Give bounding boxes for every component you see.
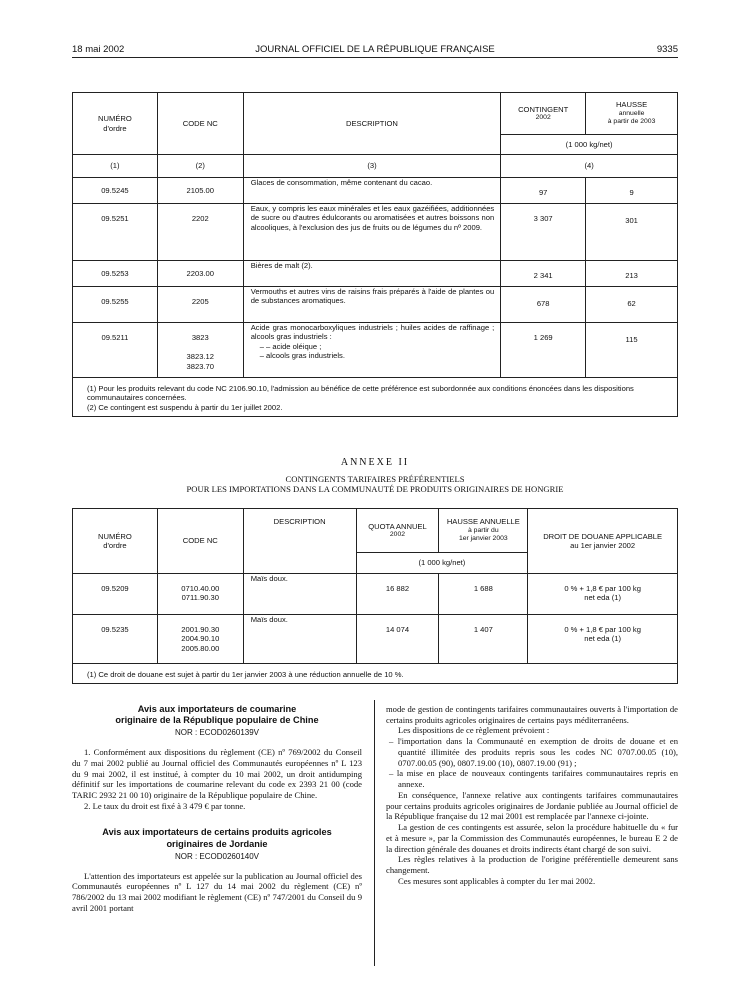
tariff-table-1 bbox=[72, 92, 678, 417]
t1-header-num: NUMÉRO d'ordre bbox=[73, 93, 158, 155]
t1-colnum-2: (2) bbox=[157, 155, 243, 178]
right-column bbox=[386, 704, 678, 886]
right-paragraph-1: mode de gestion de contingents tarifaires communautaires ouverts à l'importation de certains produits agricoles originaires de certains pays méditerranéens. bbox=[386, 704, 678, 725]
notice-1-nor: NOR : ECOD0260139V bbox=[174, 728, 260, 738]
right-paragraph-5: Les règles relatives à la production de l'origine préférentielle demeurent sans changement. bbox=[386, 854, 678, 876]
annex-subtitle: CONTINGENTS TARIFAIRES PRÉFÉRENTIELS POUR LES IMPORTATIONS DANS LA COMMUNAUTÉ DE PRODUITS ORIGINAIRES DE HONGRIE bbox=[186, 474, 564, 495]
table-row: 09.5253 2203.00 Bières de malt (2). 2 341 213 bbox=[73, 261, 678, 287]
t1-footnotes bbox=[73, 378, 678, 417]
t1-unit: (1 000 kg/net) bbox=[501, 135, 678, 155]
t2-header-hausse: HAUSSE ANNUELLE à partir du 1er janvier 2003 bbox=[439, 509, 528, 553]
t2-unit: (1 000 kg/net) bbox=[356, 553, 528, 574]
notice-2-title: Avis aux importateurs de certains produits agricoles originaires de Jordanie bbox=[102, 827, 332, 849]
t1-colnum-4: (4) bbox=[501, 155, 678, 178]
t1-header-code: CODE NC bbox=[157, 93, 243, 155]
header-date: 18 mai 2002 bbox=[72, 44, 125, 55]
notice-1-paragraph-1: 1. Conformément aux dispositions du règlement (CE) nº 769/2002 du Conseil du 7 mai 2002 publié au Journal officiel des Communautés européennes nº L 123 du 9 mai 2002, il est institué, à compter du 10 mai 2002, un droit antidumping définitif sur les importations de coumarine relevant du code ex 2393 21 00 (code TARIC 2932 21 00 10) originaire de la République populaire de Chine. bbox=[72, 747, 362, 800]
table-row: 09.5255 2205 Vermouths et autres vins de raisins frais préparés à l'aide de plantes ou de substances aromatiques. 678 62 bbox=[73, 287, 678, 323]
header-rule bbox=[72, 57, 678, 58]
t2-header-desc: DESCRIPTION bbox=[243, 509, 356, 574]
notice-2-nor: NOR : ECOD0260140V bbox=[174, 851, 260, 861]
left-column bbox=[72, 704, 362, 913]
t1-colnum-1: (1) bbox=[73, 155, 158, 178]
header-journal: JOURNAL OFFICIEL DE LA RÉPUBLIQUE FRANÇAISE bbox=[255, 44, 495, 55]
annex-title: ANNEXE II bbox=[340, 457, 410, 468]
t1-header-desc: DESCRIPTION bbox=[243, 93, 501, 155]
t1-header-contingent: CONTINGENT 2002 bbox=[501, 93, 586, 135]
table-row: 09.5211 3823 3823.12 3823.70 Acide gras monocarboxyliques industriels ; huiles acides de raffinage ; alcools gras industriels : – – acide oléique ; – alcools gras industriels. 1 269 115 bbox=[73, 323, 678, 378]
t2-header-droit: DROIT DE DOUANE APPLICABLE au 1er janvier 2002 bbox=[528, 509, 678, 574]
right-paragraph-4: La gestion de ces contingents est assurée, selon la procédure habituelle du « fur et à mesure », par la Commission des Communautés européennes, le bureau E 2 de la direction générale des douanes et droits indirects étant chargé de son suivi. bbox=[386, 822, 678, 854]
t1-colnum-3: (3) bbox=[243, 155, 501, 178]
right-dash-1: – l'importation dans la Communauté en exemption de droits de douane et en quantité illimitée des produits repris sous les codes NC 0707.00.05 (10), 0707.00.05 (90), 0807.19.00 (10), 0807.19.00 (91) ; bbox=[389, 736, 678, 768]
table-row: 09.5251 2202 Eaux, y compris les eaux minérales et les eaux gazéifiées, additionnées de sucre ou d'autres édulcorants ou aromatisées et autres boissons non alcooliques, à l'exclusion des jus de fruits ou de légumes du nº 2009. 3 307 301 bbox=[73, 204, 678, 261]
t2-header-quota: QUOTA ANNUEL 2002 bbox=[356, 509, 439, 553]
t1-header-hausse: HAUSSE annuelle à partir de 2003 bbox=[586, 93, 678, 135]
t2-header-num: NUMÉRO d'ordre bbox=[73, 509, 158, 574]
table-row: 09.5209 0710.40.00 0711.90.30 Maïs doux. 16 882 1 688 0 % + 1,8 € par 100 kg net eda (1) bbox=[73, 574, 678, 615]
right-paragraph-6: Ces mesures sont applicables à compter du 1er mai 2002. bbox=[398, 875, 596, 886]
notice-1-title: Avis aux importateurs de coumarine originaire de la République populaire de Chine bbox=[115, 704, 319, 726]
right-dash-2: – la mise en place de nouveaux contingents tarifaires communautaires repris en annexe. bbox=[389, 768, 678, 790]
table-row: 09.5245 2105.00 Glaces de consommation, même contenant du cacao. 97 9 bbox=[73, 178, 678, 204]
notice-2-paragraph-1: L'attention des importateurs est appelée sur la publication au Journal officiel des Communautés européennes nº L 127 du 14 mai 2002 du règlement (CE) nº 786/2002 du 13 mai 2002 modifiant le règlement (CE) nº 747/2001 du Conseil du 9 avril 2001 portant bbox=[72, 870, 362, 913]
column-divider bbox=[374, 700, 375, 966]
table-row: 09.5235 2001.90.30 2004.90.10 2005.80.00 Maïs doux. 14 074 1 407 0 % + 1,8 € par 100 kg net eda (1) bbox=[73, 615, 678, 664]
right-paragraph-3: En conséquence, l'annexe relative aux contingents tarifaires communautaires pour certains produits agricoles originaires de Jordanie publiée au Journal officiel de la République française du 12 mai 2001 est remplacée par l'annexe ci-jointe. bbox=[386, 789, 678, 822]
header-page-number: 9335 bbox=[656, 44, 678, 55]
tariff-table-2 bbox=[72, 508, 678, 684]
t1-note-2: (2) Ce contingent est suspendu à partir du 1er juillet 2002. bbox=[87, 402, 283, 412]
t2-header-code: CODE NC bbox=[157, 509, 243, 574]
right-paragraph-2: Les dispositions de ce règlement prévoient : bbox=[398, 725, 550, 736]
t2-footnote: (1) Ce droit de douane est sujet à partir du 1er janvier 2003 à une réduction annuelle de 10 %. bbox=[73, 664, 678, 684]
notice-1-paragraph-2: 2. Le taux du droit est fixé à 3 479 € par tonne. bbox=[84, 800, 246, 811]
t1-note-1: (1) Pour les produits relevant du code NC 2106.90.10, l'admission au bénéfice de cette préférence est subordonnée aux conditions énoncées dans les dispositions communautaires concernées. bbox=[87, 384, 634, 403]
